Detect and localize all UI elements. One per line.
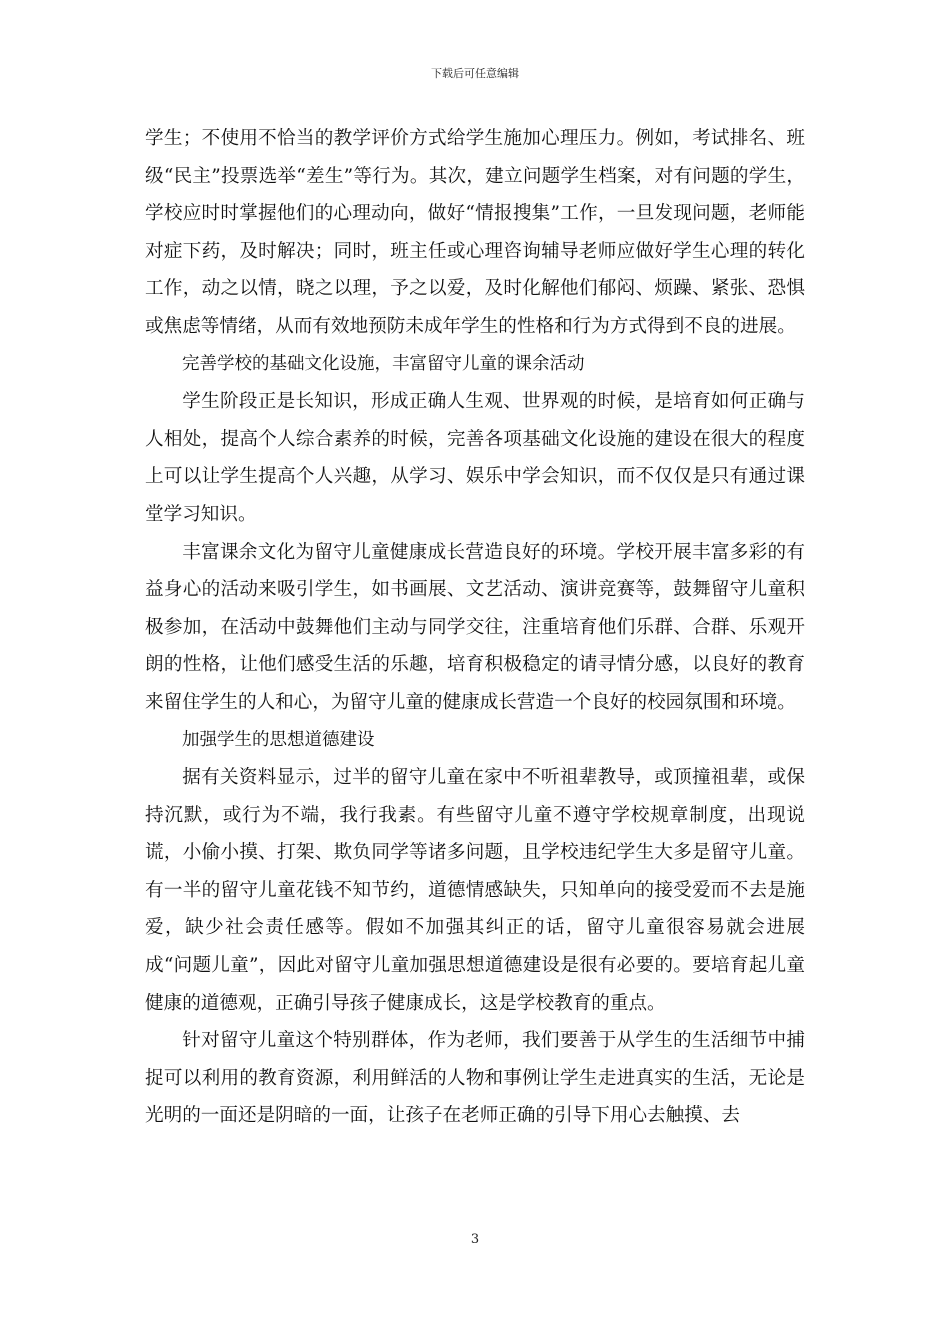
- paragraph-1: 学生；不使用不恰当的教学评价方式给学生施加心理压力。例如，考试排名、班级“民主”投票选举“差生”等行为。其次，建立问题学生档案，对有问题的学生，学校应时时掌握他们的心理动向，做好“情报搜集”工作，一旦发现问题，老师能对症下药，及时解决；同时，班主任或心理咨询辅导老师应做好学生心理的转化工作，动之以情，晓之以理，予之以爱，及时化解他们郁闷、烦躁、紧张、恐惧或焦虑等情绪，从而有效地预防未成年学生的性格和行为方式得到不良的进展。: [145, 128, 805, 337]
- paragraph-4: 据有关资料显示，过半的留守儿童在家中不听祖辈教导，或顶撞祖辈，或保持沉默，或行为不端，我行我素。有些留守儿童不遵守学校规章制度，出现说谎，小偷小摸、打架、欺负同学等诸多问题，且学校违纪学生大多是留守儿童。有一半的留守儿童花钱不知节约，道德情感缺失，只知单向的接受爱而不去是施爱，缺少社会责任感等。假如不加强其纠正的话，留守儿童很容易就会进展成“问题儿童”，因此对留守儿童加强思想道德建设是很有必要的。要培育起儿童健康的道德观，正确引导孩子健康成长，这是学校教育的重点。: [145, 767, 805, 1014]
- section-heading-moral: 加强学生的思想道德建设: [182, 729, 375, 750]
- page-number: 3: [470, 1232, 480, 1247]
- paragraph-3: 丰富课余文化为留守儿童健康成长营造良好的环境。学校开展丰富多彩的有益身心的活动来吸引学生，如书画展、文艺活动、演讲竞赛等，鼓舞留守儿童积极参加，在活动中鼓舞他们主动与同学交往，注重培育他们乐群、合群、乐观开朗的性格，让他们感受生活的乐趣，培育积极稳定的请寻情分感，以良好的教育来留住学生的人和心，为留守儿童的健康成长营造一个良好的校园氛围和环境。: [145, 541, 805, 713]
- page-header: 下载后可任意编辑: [431, 67, 519, 80]
- page-body: [145, 120, 805, 1135]
- section-heading-facilities: 完善学校的基础文化设施，丰富留守儿童的课余活动: [182, 353, 585, 374]
- paragraph-2: 学生阶段正是长知识，形成正确人生观、世界观的时候，是培育如何正确与人相处，提高个人综合素养的时候，完善各项基础文化设施的建设在很大的程度上可以让学生提高个人兴趣，从学习、娱乐中学会知识，而不仅仅是只有通过课堂学习知识。: [145, 391, 805, 525]
- paragraph-5: 针对留守儿童这个特别群体，作为老师，我们要善于从学生的生活细节中捕捉可以利用的教育资源，利用鲜活的人物和事例让学生走进真实的生活，无论是光明的一面还是阴暗的一面，让孩子在老师正确的引导下用心去触摸、去: [145, 1030, 805, 1127]
